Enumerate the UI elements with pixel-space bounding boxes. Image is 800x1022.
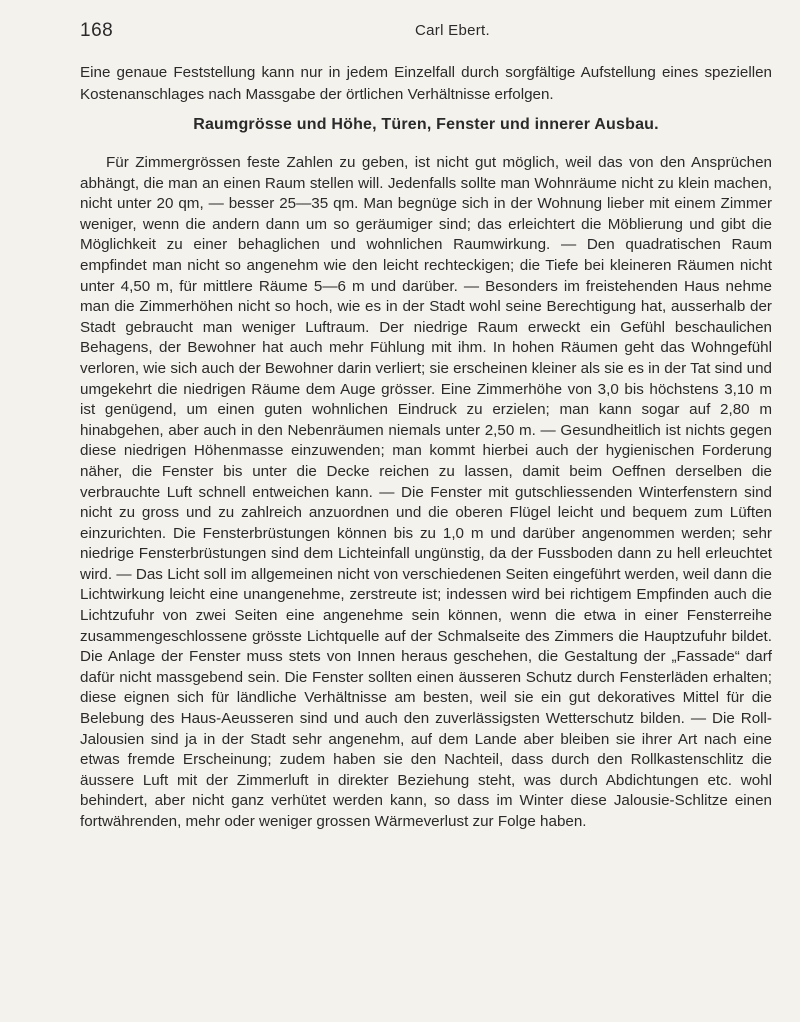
running-head: Carl Ebert. [415,22,490,39]
intro-paragraph: Eine genaue Feststellung kann nur in jedem Einzelfall durch sorgfältige Aufstellung eines speziellen Kostenanschlages nach Massgabe der örtlichen Verhältnisse erfolgen. [80,64,772,103]
page-number: 168 [80,20,114,41]
section-heading: Raumgrösse und Höhe, Türen, Fenster und innerer Ausbau. [193,116,659,133]
page-header [80,20,780,44]
body-paragraph: Für Zimmergrössen feste Zahlen zu geben, ist nicht gut möglich, weil das von den Ansprüchen abhängt, die man an einen Raum stellen will. Jedenfalls sollte man Wohnräume nicht zu klein machen, nicht unter 20 qm, — besser 25—35 qm. Man begnüge sich in der Wohnung lieber mit einem Zimmer weniger, wenn die andern dann um so geräumiger sind; das erleichtert die Möblierung und gibt die Möglichkeit zu einer behaglichen und wohnlichen Raumwirkung. — Den quadratischen Raum empfindet man nicht so angenehm wie den leicht rechteckigen; die Tiefe bei kleineren Räumen nicht unter 4,50 m, für mittlere Räume 5—6 m und darüber. — Besonders im freistehenden Haus nehme man die Zimmerhöhen nicht so hoch, wie es in der Stadt wohl seine Berechtigung hat, ausserhalb der Stadt gebraucht man weniger Luftraum. Der niedrige Raum erweckt ein Gefühl beschaulichen Behagens, der Bewohner hat auch mehr Fühlung mit ihm. In hohen Räumen geht das Wohngefühl verloren, wie sich auch der Bewohner darin verliert; sie erscheinen kleiner als sie es in der Tat sind und umgekehrt die niedrigen Räume dem Auge grösser. Eine Zimmerhöhe von 3,0 bis höchstens 3,10 m ist genügend, um einen guten wohnlichen Eindruck zu erzielen; man kann sogar auf 2,80 m hinabgehen, aber auch in den Nebenräumen niemals unter 2,50 m. — Gesundheitlich ist nichts gegen diese niedrigen Höhenmasse einzuwenden; man kommt hierbei auch der hygienischen Forderung näher, die Fenster bis unter die Decke reichen zu lassen, damit beim Oeffnen derselben die verbrauchte Luft schnell entweichen kann. — Die Fenster mit gutschliessenden Winterfenstern sind nicht zu gross und zu zahlreich anzuordnen und die oberen Flügel leicht und bequem zum Lüften einzurichten. Die Fensterbrüstungen können bis zu 1,0 m und darüber angenommen werden; sehr niedrige Fensterbrüstungen sind dem Lichteinfall ungünstig, da der Fussboden dann zu hell erleuchtet wird. — Das Licht soll im allgemeinen nicht von verschiedenen Seiten eingeführt werden, weil dann die Lichtwirkung leicht eine unangenehme, zerstreute ist; indessen wird bei richtigem Empfinden auch die Lichtzufuhr von zwei Seiten eine angenehme sein können, wenn die etwa in einer Fensterreihe zusammengeschlossene grösste Lichtquelle auf der Schmalseite des Zimmers die Hauptzufuhr bildet. Die Anlage der Fenster muss stets von Innen heraus geschehen, die Gestaltung der „Fassade“ darf dafür nicht massgebend sein. Die Fenster sollten einen äusseren Schutz durch Fensterläden erhalten; diese eignen sich für ländliche Verhältnisse am besten, weil sie ein gut dekoratives Mittel für die Belebung des Haus-Aeusseren sind und auch den zuverlässigsten Wetterschutz bilden. — Die Roll-Jalousien sind ja in der Stadt sehr angenehm, auf dem Lande aber bleiben sie ihrer Art nach eine etwas fremde Erscheinung; zudem haben sie den Nachteil, dass durch den Rollkastenschlitz die äussere Luft mit der Zimmerluft in direkter Beziehung steht, was durch Abdichtungen etc. wohl behindert, aber nicht ganz verhütet werden kann, so dass im Winter diese Jalousie-Schlitze einen fortwährenden, mehr oder weniger grossen Wärmeverlust zur Folge haben. [80,154,772,830]
